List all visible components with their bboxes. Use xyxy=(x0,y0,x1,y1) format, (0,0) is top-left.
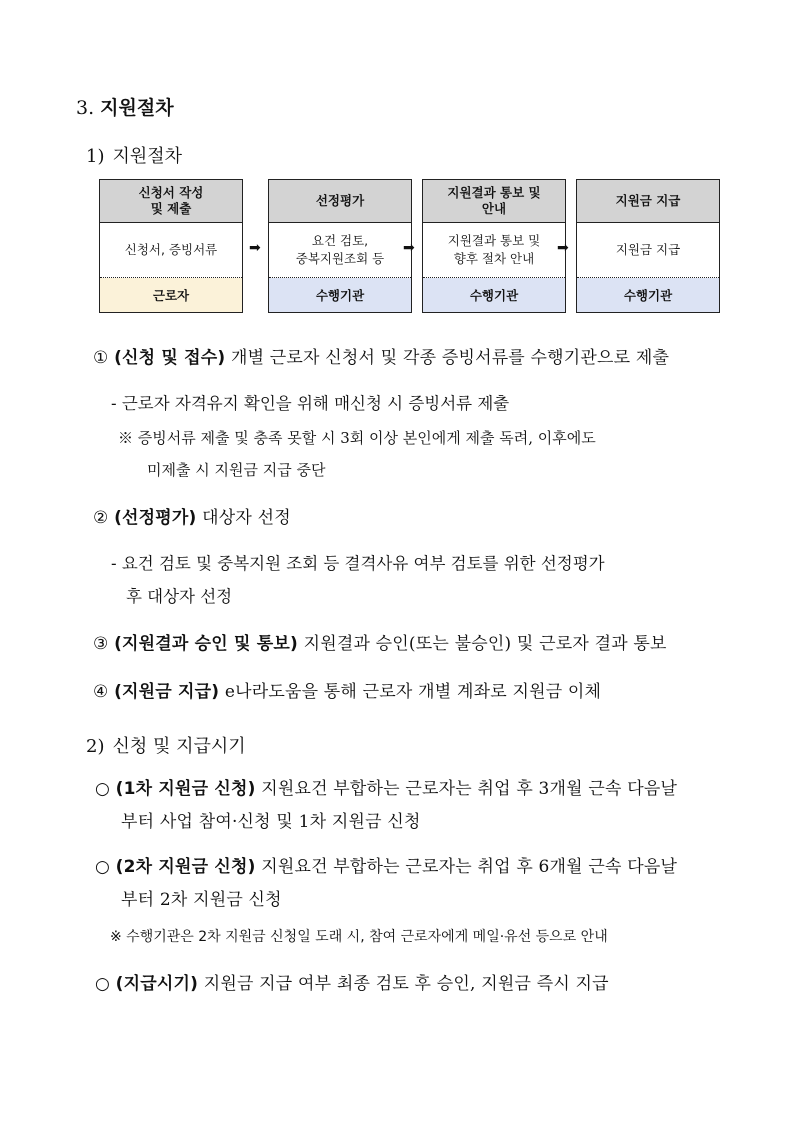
flow-step-body: 지원금 지급 xyxy=(577,223,719,278)
timing-item-2 xyxy=(95,852,677,877)
item-text: 대상자 선정 xyxy=(196,508,291,528)
bullet-icon: ○ xyxy=(95,779,111,799)
item-marker: ③ xyxy=(93,634,109,654)
item-marker: ② xyxy=(93,508,109,528)
bullet-icon: ○ xyxy=(95,857,111,877)
item-text: 지원요건 부합하는 근로자는 취업 후 6개월 근속 다음날 xyxy=(255,857,678,877)
item-label: (선정평가) xyxy=(114,508,197,528)
flow-step-body: 신청서, 증빙서류 xyxy=(100,223,242,278)
flow-step-actor: 수행기관 xyxy=(577,278,719,312)
item-label: (지원금 지급) xyxy=(114,682,220,702)
item-label: (1차 지원금 신청) xyxy=(115,779,256,799)
subsection-heading-1 xyxy=(86,142,182,168)
item-label: (2차 지원금 신청) xyxy=(115,857,256,877)
item-text: 지원결과 승인(또는 불승인) 및 근로자 결과 통보 xyxy=(297,634,667,654)
item-label: (지원결과 승인 및 통보) xyxy=(114,634,298,654)
flow-step-body: 지원결과 통보 및 향후 절차 안내 xyxy=(423,223,565,278)
item-2-detail-line-1: - 요건 검토 및 중복지원 조회 등 결격사유 여부 검토를 위한 선정평가 xyxy=(111,554,605,573)
item-marker: ④ xyxy=(93,682,109,702)
flow-step-4 xyxy=(576,179,720,313)
flow-step-3 xyxy=(422,179,566,313)
section-number: 3. xyxy=(76,97,95,119)
section-heading xyxy=(76,93,174,120)
item-label: (지급시기) xyxy=(115,974,199,994)
timing-item-3 xyxy=(95,969,609,994)
item-text: 개별 근로자 신청서 및 각종 증빙서류를 수행기관으로 제출 xyxy=(225,348,670,368)
flow-arrow-icon: ➡ xyxy=(403,240,415,256)
flow-arrow-icon: ➡ xyxy=(249,240,261,256)
item-1-note-line-1: ※ 증빙서류 제출 및 충족 못할 시 3회 이상 본인에게 제출 독려, 이후에도 xyxy=(118,429,596,447)
flow-step-header: 지원결과 통보 및 안내 xyxy=(423,180,565,223)
flow-step-actor: 수행기관 xyxy=(423,278,565,312)
flow-step-2 xyxy=(268,179,412,313)
bullet-icon: ○ xyxy=(95,974,111,994)
timing-item-1-cont: 부터 사업 참여·신청 및 1차 지원금 신청 xyxy=(121,812,421,832)
timing-item-1 xyxy=(95,774,677,799)
item-text: 지원금 지급 여부 최종 검토 후 승인, 지원금 즉시 지급 xyxy=(198,974,609,994)
procedure-item-3 xyxy=(93,629,667,654)
section-title: 지원절차 xyxy=(100,97,174,119)
flow-step-actor: 근로자 xyxy=(100,278,242,312)
item-1-note-line-2: 미제출 시 지원금 지급 중단 xyxy=(147,461,326,479)
subsection-title: 신청 및 지급시기 xyxy=(112,736,246,757)
procedure-item-4 xyxy=(93,677,601,702)
subsection-title: 지원절차 xyxy=(112,146,183,167)
timing-item-2-cont: 부터 2차 지원금 신청 xyxy=(121,890,282,910)
item-label: (신청 및 접수) xyxy=(114,348,226,368)
procedure-item-2 xyxy=(93,503,291,528)
subsection-heading-2 xyxy=(86,732,246,758)
procedure-item-1 xyxy=(93,343,669,368)
item-2-detail-line-2: 후 대상자 선정 xyxy=(126,587,233,606)
item-text: 지원요건 부합하는 근로자는 취업 후 3개월 근속 다음날 xyxy=(255,779,678,799)
flow-step-header: 지원금 지급 xyxy=(577,180,719,223)
flow-arrow-icon: ➡ xyxy=(557,240,569,256)
item-marker: ① xyxy=(93,348,109,368)
timing-note: ※ 수행기관은 2차 지원금 신청일 도래 시, 참여 근로자에게 메일·유선 등으로 안내 xyxy=(110,929,608,945)
item-1-detail: - 근로자 자격유지 확인을 위해 매신청 시 증빙서류 제출 xyxy=(111,394,510,413)
subsection-number: 1) xyxy=(86,146,105,167)
flow-step-actor: 수행기관 xyxy=(269,278,411,312)
flow-step-1 xyxy=(99,179,243,313)
subsection-number: 2) xyxy=(86,736,105,757)
flow-step-header: 선정평가 xyxy=(269,180,411,223)
flow-step-header: 신청서 작성 및 제출 xyxy=(100,180,242,223)
item-text: e나라도움을 통해 근로자 개별 계좌로 지원금 이체 xyxy=(219,682,602,702)
flow-step-body: 요건 검토, 중복지원조회 등 xyxy=(269,223,411,278)
